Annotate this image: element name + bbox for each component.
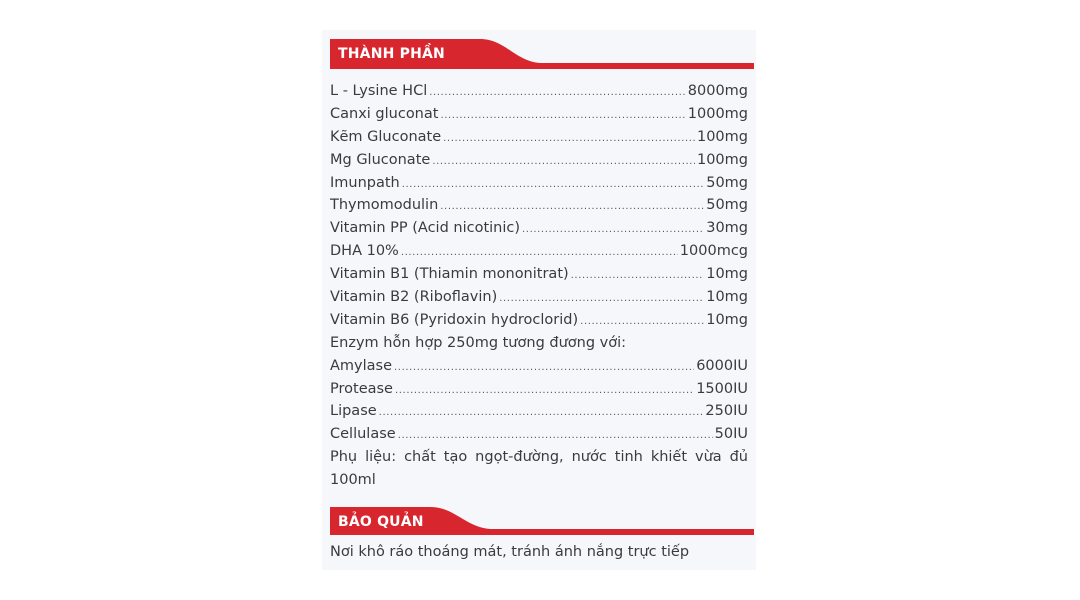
ingredient-row: [330, 263, 748, 286]
enzyme-row: [330, 423, 748, 446]
ingredients-title: THÀNH PHẦN: [338, 46, 445, 62]
leader-dots: [429, 82, 686, 105]
ingredient-value: 1000mcg: [679, 243, 748, 260]
ingredient-row: [330, 217, 748, 240]
leader-dots: [395, 380, 694, 403]
enzyme-label: Cellulase: [330, 426, 396, 443]
leader-dots: [379, 402, 704, 425]
ingredient-value: 10mg: [706, 266, 748, 283]
ingredient-row: [330, 103, 748, 126]
ingredient-label: Thymomodulin: [330, 197, 439, 214]
excipients-text: Phụ liệu: chất tạo ngọt-đường, nước tinh khiết vừa đủ 100ml: [330, 449, 748, 489]
ingredients-header: [330, 39, 754, 71]
ingredient-label: Vitamin B2 (Riboflavin): [330, 289, 498, 306]
ingredient-value: 50mg: [706, 174, 748, 191]
ingredient-value: 100mg: [696, 151, 748, 168]
ingredient-label: Vitamin B1 (Thiamin mononitrat): [330, 266, 569, 283]
leader-dots: [440, 196, 704, 219]
leader-dots: [401, 242, 678, 265]
enzyme-label: Lipase: [330, 403, 377, 420]
ingredient-label: Vitamin PP (Acid nicotinic): [330, 220, 521, 237]
ingredient-value: 1000mg: [687, 105, 748, 122]
ingredient-label: Mg Gluconate: [330, 151, 431, 168]
ingredient-value: 30mg: [706, 220, 748, 237]
ingredients-panel: [322, 30, 756, 570]
ingredient-row: [330, 194, 748, 217]
leader-dots: [402, 174, 704, 197]
ingredient-row: [330, 149, 748, 172]
ingredient-label: Vitamin B6 (Pyridoxin hydroclorid): [330, 311, 579, 328]
ingredient-value: 10mg: [706, 311, 748, 328]
leader-dots: [571, 265, 705, 288]
ingredient-value: 100mg: [696, 128, 748, 145]
ingredient-list: [330, 80, 748, 492]
ingredient-row: [330, 172, 748, 195]
ingredient-row: [330, 240, 748, 263]
ingredient-label: L - Lysine HCl: [330, 83, 428, 99]
ingredient-row: [330, 80, 748, 103]
storage-title: BẢO QUẢN: [338, 514, 424, 530]
leader-dots: [499, 288, 704, 311]
enzyme-row: [330, 400, 748, 423]
ingredient-row: [330, 309, 748, 332]
ingredient-row: [330, 126, 748, 149]
enzyme-heading: Enzym hỗn hợp 250mg tương đương với:: [330, 334, 627, 351]
enzyme-label: Protease: [330, 380, 393, 397]
enzyme-value: 250IU: [705, 403, 748, 420]
ingredient-label: Kẽm Gluconate: [330, 128, 442, 145]
ingredient-value: 10mg: [706, 289, 748, 306]
ingredient-label: Imunpath: [330, 174, 400, 191]
leader-dots: [580, 311, 704, 334]
leader-dots: [440, 105, 685, 128]
storage-text: Nơi khô ráo thoáng mát, tránh ánh nắng trực tiếp: [330, 544, 690, 560]
enzyme-value: 6000IU: [696, 357, 748, 374]
enzyme-row: [330, 378, 748, 401]
storage-header: [330, 507, 754, 539]
leader-dots: [394, 357, 694, 380]
enzyme-row: [330, 355, 748, 378]
ingredient-label: DHA 10%: [330, 243, 399, 260]
leader-dots: [398, 425, 713, 448]
ingredient-value: 8000mg: [687, 83, 748, 99]
enzyme-label: Amylase: [330, 357, 393, 374]
ingredient-label: Canxi gluconat: [330, 105, 439, 122]
leader-dots: [522, 219, 704, 242]
enzyme-value: 50IU: [714, 426, 748, 443]
leader-dots: [432, 151, 695, 174]
leader-dots: [443, 128, 695, 151]
ingredient-value: 50mg: [706, 197, 748, 214]
ingredient-row: [330, 286, 748, 309]
enzyme-value: 1500IU: [696, 380, 748, 397]
